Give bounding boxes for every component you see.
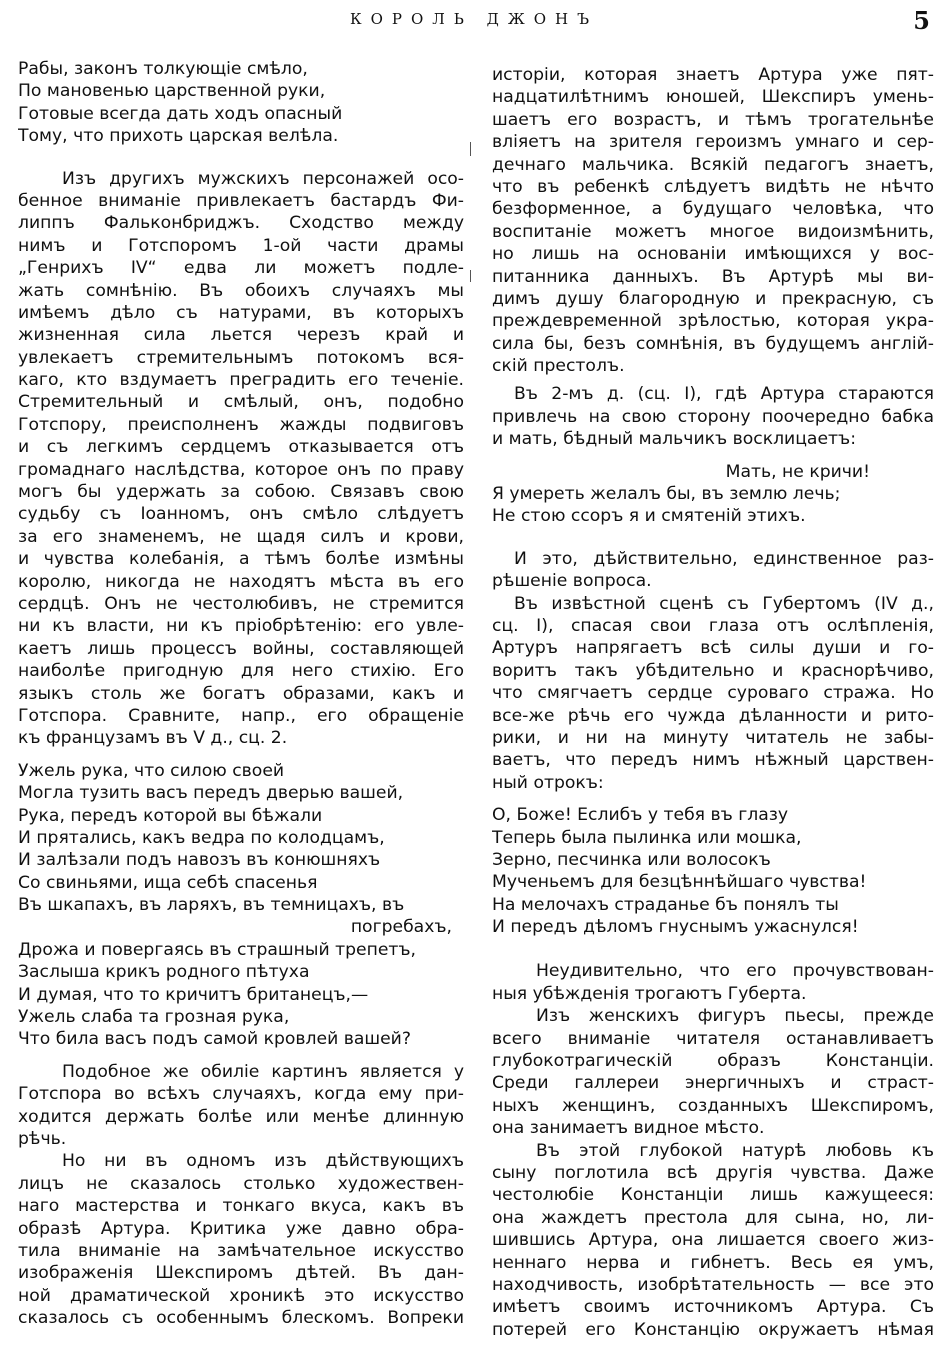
verse-line: Въ шкапахъ, въ ларяхъ, въ темницахъ, въ	[18, 895, 405, 916]
margin-mark	[470, 270, 471, 282]
text-line: Въ извѣстной сценѣ съ Губертомъ (IV д.,	[514, 593, 934, 614]
text-line: Готспора. Сравните, напр., его обращеніе	[18, 705, 464, 726]
text-line: ваетъ, что передъ нимъ нѣжный царствен-	[492, 750, 934, 771]
text-line: скій престолъ.	[492, 356, 625, 377]
verse-line: О, Боже! Еслибъ у тебя въ глазу	[492, 805, 789, 826]
verse-line: Мать, не кричи!	[725, 461, 870, 482]
text-line: находчивость, изобрѣтательность — все это	[492, 1274, 934, 1295]
text-line: безформенное, а будущаго человѣка, что	[492, 199, 934, 220]
paragraph	[18, 1150, 464, 1329]
text-line: Изъ женскихъ фигуръ пьесы, прежде	[536, 1006, 934, 1027]
text-line: все-же рѣчь его чужда дѣланности и рито-	[492, 705, 934, 726]
text-line: что смягчаетъ сердце суроваго стража. Но	[492, 683, 934, 704]
text-line: къ французамъ въ V д., сц. 2.	[18, 728, 288, 749]
verse-line: Могла тузить васъ передъ дверью вашей,	[18, 783, 404, 804]
text-line: рики, и ни на минуту читатель не забы-	[492, 727, 934, 748]
text-line: сердцѣ. Онъ не честолюбивъ, не стремится	[18, 593, 464, 614]
page-number: 5	[913, 6, 930, 35]
verse-line: Зерно, песчинка или волосокъ	[492, 849, 771, 870]
text-line: сказалось съ особеннымъ блескомъ. Вопреки	[18, 1308, 464, 1329]
verse-line: И передъ дѣломъ гнуснымъ ужаснулся!	[492, 917, 859, 938]
paragraph	[492, 1005, 934, 1139]
text-line: жать сомнѣнію. Въ обоихъ случаяхъ мы	[18, 280, 464, 301]
text-line: преждевременной зрѣлостью, которая укра-	[492, 311, 934, 332]
text-line: вліяетъ на зрителя героизмъ умнаго и сер-	[492, 132, 934, 153]
verse-line: Рука, передъ которой вы бѣжали	[18, 805, 323, 826]
paragraph	[18, 1061, 464, 1151]
text-line: но лишь на основаніи имѣющихся у вос-	[492, 244, 934, 265]
text-line: и съ легкимъ сердцемъ отказывается отъ	[18, 437, 464, 458]
verse-line: И прятались, какъ ведра по колодцамъ,	[18, 827, 385, 848]
verse-line: Что била васъ подъ самой кровлей вашей?	[18, 1029, 411, 1050]
text-line: каетъ лишь процессъ войны, составляющей	[18, 638, 464, 659]
paragraph	[492, 548, 934, 593]
margin-mark	[470, 142, 471, 156]
text-line: судьбу съ Іоанномъ, онъ смѣло слѣдуетъ	[18, 504, 464, 525]
paragraph	[492, 593, 934, 795]
verse-line: Готовые всегда дать ходъ опасный	[18, 103, 343, 124]
verse-block	[492, 461, 934, 528]
text-line: сц. I), спасая свои глаза отъ ослѣпленія,	[492, 615, 934, 636]
text-line: каго, кто вздумаетъ преградить его теченіе.	[18, 370, 464, 391]
text-line: Въ 2-мъ д. (сц. I), гдѣ Артура стараются	[514, 384, 934, 405]
text-line: Готспору, преисполненъ жажды подвиговъ	[18, 414, 464, 435]
text-line: она занимаетъ видное мѣсто.	[492, 1118, 765, 1139]
text-line: Неудивительно, что его прочувствован-	[536, 961, 934, 982]
text-line: громаднаго наслѣдства, которое онъ по праву	[18, 459, 464, 480]
text-line: изображенія Шекспиромъ дѣтей. Въ дан-	[18, 1263, 464, 1284]
text-line: увлекаетъ стремительнымъ потокомъ вся-	[18, 347, 464, 368]
verse-line-wrap: погребахъ,	[350, 917, 452, 938]
text-line: лицъ не сказалось столько художествен-	[18, 1173, 464, 1194]
text-line: сыну поглотила всѣ другія чувства. Даже	[492, 1162, 934, 1183]
text-line: шаетъ его возрастъ, и тѣмъ трогательнѣе	[492, 109, 934, 130]
verse-block	[492, 804, 934, 938]
verse-line: И залѣзали подъ навозъ въ конюшняхъ	[18, 850, 381, 871]
text-line: воспитаніе можетъ многое видоизмѣнить,	[492, 221, 934, 242]
text-line: ной драматической хроникѣ это искусство	[18, 1285, 464, 1306]
verse-line: На мелочахъ страданье бъ понялъ ты	[492, 894, 839, 915]
text-line: Въ этой глубокой натурѣ любовь къ	[536, 1140, 934, 1161]
text-line: и мать, бѣдный мальчикъ восклицаетъ:	[492, 429, 856, 450]
verse-line: Со свиньями, ища себѣ спасенья	[18, 872, 318, 893]
text-line: наго мастерства и тонкаго вкуса, какъ въ	[18, 1196, 464, 1217]
text-line: Среди галлереи энергичныхъ и страст-	[492, 1073, 934, 1094]
paragraph	[492, 1140, 934, 1342]
text-line: рѣшеніе вопроса.	[492, 571, 652, 592]
text-line: образѣ Артура. Критика уже давно обра-	[18, 1218, 464, 1239]
running-title: КОРОЛЬ ДЖОНЪ	[349, 10, 599, 28]
text-line: тила вниманіе на замѣчательное искусство	[18, 1240, 464, 1261]
paragraph	[492, 960, 934, 1005]
text-line: ныя убѣжденія трогаютъ Губерта.	[492, 983, 807, 1004]
text-line: исторіи, которая знаетъ Артура уже пят-	[492, 65, 934, 85]
paragraph	[492, 383, 934, 450]
verse-line: Заслыша крикъ родного пѣтуха	[18, 962, 310, 983]
text-line: димъ душу благородную и прекрасную, съ	[492, 288, 934, 309]
text-line: за его знаменемъ, не щадя силъ и крови,	[18, 526, 464, 547]
text-line: Готспора во всѣхъ случаяхъ, когда ему при-	[18, 1084, 464, 1105]
text-line: воритъ такъ убѣдительно и краснорѣчиво,	[492, 660, 934, 681]
text-line: имѣемъ дѣло съ натурами, въ которыхъ	[18, 302, 464, 323]
text-line: жизненная сила льется черезъ край и	[18, 325, 464, 346]
text-line: ныхъ женщинъ, созданныхъ Шекспиромъ,	[492, 1095, 934, 1116]
text-line: сила бы, безъ сомнѣнія, въ будущемъ англій-	[492, 333, 934, 354]
verse-line: И думая, что то кричитъ британецъ,—	[18, 984, 369, 1005]
left-column	[18, 58, 464, 1329]
text-line: глубокотрагическій образъ Констанціи.	[492, 1051, 934, 1072]
verse-line: Дрожа и повергаясь въ страшный трепетъ,	[18, 939, 417, 960]
text-line: дечнаго мальчика. Всякій педагогъ знаетъ,	[492, 154, 934, 175]
text-line: что въ ребенкѣ слѣдуетъ видѣть не нѣчто	[492, 176, 934, 197]
text-line: Подобное же обиліе картинъ является у	[62, 1061, 464, 1082]
text-line: потерей его Констанцію окружаетъ нѣмая	[492, 1319, 934, 1340]
text-line: ный отрокъ:	[492, 772, 604, 793]
verse-line: Рабы, законъ толкующіе смѣло,	[18, 59, 308, 79]
verse-line: Теперь была пылинка или мошка,	[492, 827, 802, 848]
text-line: надцатилѣтнимъ юношей, Шекспиръ умень-	[492, 87, 934, 108]
text-line: всего вниманіе читателя останавливаетъ	[492, 1028, 934, 1049]
text-line: королю, никогда не находятъ мѣста въ его	[18, 571, 464, 592]
text-line: питанника данныхъ. Въ Артурѣ мы ви-	[492, 266, 934, 287]
verse-line: По мановенью царственной руки,	[18, 81, 326, 102]
text-line: могъ бы удержать за собою. Связавъ свою	[18, 482, 464, 503]
text-line: рѣчь.	[18, 1128, 67, 1149]
verse-line: Ужель слаба та грозная рука,	[18, 1007, 290, 1028]
verse-line: Ужель рука, что силою своей	[18, 760, 285, 781]
text-line: и чувства колебанія, а тѣмъ болѣе измѣны	[18, 549, 464, 570]
text-line: Изъ другихъ мужскихъ персонажей осо-	[62, 168, 464, 189]
text-line: ни къ власти, ни къ пріобрѣтенію: его увле-	[18, 616, 464, 637]
verse-line: Тому, что прихоть царская велѣла.	[18, 126, 339, 147]
verse-line: Я умереть желалъ бы, въ землю лечь;	[492, 484, 841, 505]
text-line: нимъ и Готспоромъ 1-ой части драмы	[18, 235, 464, 256]
text-line: „Генрихъ IV“ едва ли можетъ подле-	[18, 258, 464, 279]
text-line: она жаждетъ престола для сына, но, ли-	[492, 1207, 934, 1228]
text-line: неннаго нерва и гибнетъ. Весь ея умъ,	[492, 1252, 934, 1273]
text-line: Но ни въ одномъ изъ дѣйствующихъ	[62, 1151, 464, 1172]
verse-line: Не стою ссоръ я и смятеній этихъ.	[492, 506, 806, 527]
text-line: И это, дѣйствительно, единственное раз-	[514, 548, 934, 569]
text-line: честолюбіе Констанціи лишь кажущееся:	[492, 1185, 934, 1206]
text-line: привлечь на свою сторону поочередно бабка	[492, 406, 934, 427]
text-line: шившись Артура, она лишается своего жиз-	[492, 1230, 934, 1251]
text-line: наиболѣе пригодную для него стихію. Его	[18, 661, 464, 682]
text-line: Артуръ напрягаетъ всѣ силы души и го-	[492, 638, 934, 659]
verse-block	[18, 760, 464, 1051]
verse-line: Мученьемъ для безцѣннѣйшаго чувства!	[492, 872, 867, 893]
text-line: бенное вниманіе привлекаетъ бастардъ Фи-	[18, 190, 464, 211]
text-line: Стремительный и смѣлый, онъ, подобно	[18, 392, 464, 413]
text-line: языкъ столь же богатъ образами, какъ и	[18, 683, 464, 704]
verse-block	[18, 58, 464, 148]
right-column	[492, 64, 934, 1341]
paragraph	[18, 168, 464, 750]
text-line: ходится держать болѣе или менѣе длинную	[18, 1106, 464, 1127]
text-line: имѣетъ своимъ источникомъ Артура. Съ	[492, 1297, 934, 1318]
text-line: липпъ Фальконбриджъ. Сходство между	[18, 213, 464, 234]
paragraph	[492, 64, 934, 377]
